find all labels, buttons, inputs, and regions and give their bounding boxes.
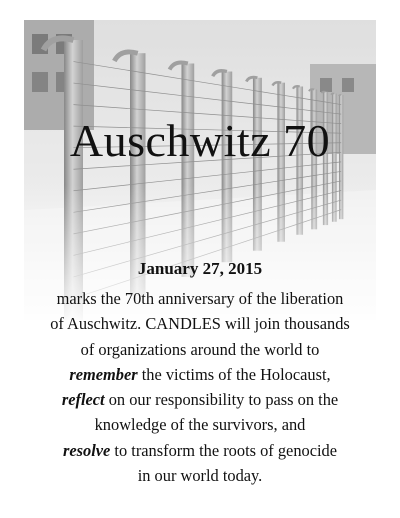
emphasized-word: resolve bbox=[62, 440, 111, 460]
body-line-text: on our responsibility to pass on the bbox=[104, 390, 339, 410]
body-line bbox=[10, 412, 390, 437]
body-line bbox=[10, 463, 390, 488]
body-line bbox=[10, 362, 390, 387]
body-line bbox=[10, 387, 390, 412]
body-line bbox=[10, 438, 390, 463]
body-line-text: knowledge of the survivors, and bbox=[94, 415, 306, 435]
body-line bbox=[10, 337, 390, 362]
body-line bbox=[10, 286, 390, 311]
event-date: January 27, 2015 bbox=[137, 259, 263, 278]
poster-body bbox=[10, 286, 390, 488]
body-line-text: to transform the roots of genocide bbox=[110, 440, 338, 460]
body-line-text: the victims of the Holocaust, bbox=[137, 364, 331, 384]
body-line-text: marks the 70th anniversary of the liberation bbox=[56, 289, 344, 308]
body-line-text: of organizations around the world to bbox=[80, 339, 320, 359]
body-line-text: in our world today. bbox=[137, 466, 263, 486]
emphasized-word: reflect bbox=[61, 390, 105, 410]
body-line bbox=[10, 311, 390, 336]
body-line-text: of Auschwitz. CANDLES will join thousands bbox=[50, 314, 350, 334]
poster-title: Auschwitz 70 bbox=[69, 115, 331, 166]
emphasized-word: remember bbox=[69, 364, 138, 384]
